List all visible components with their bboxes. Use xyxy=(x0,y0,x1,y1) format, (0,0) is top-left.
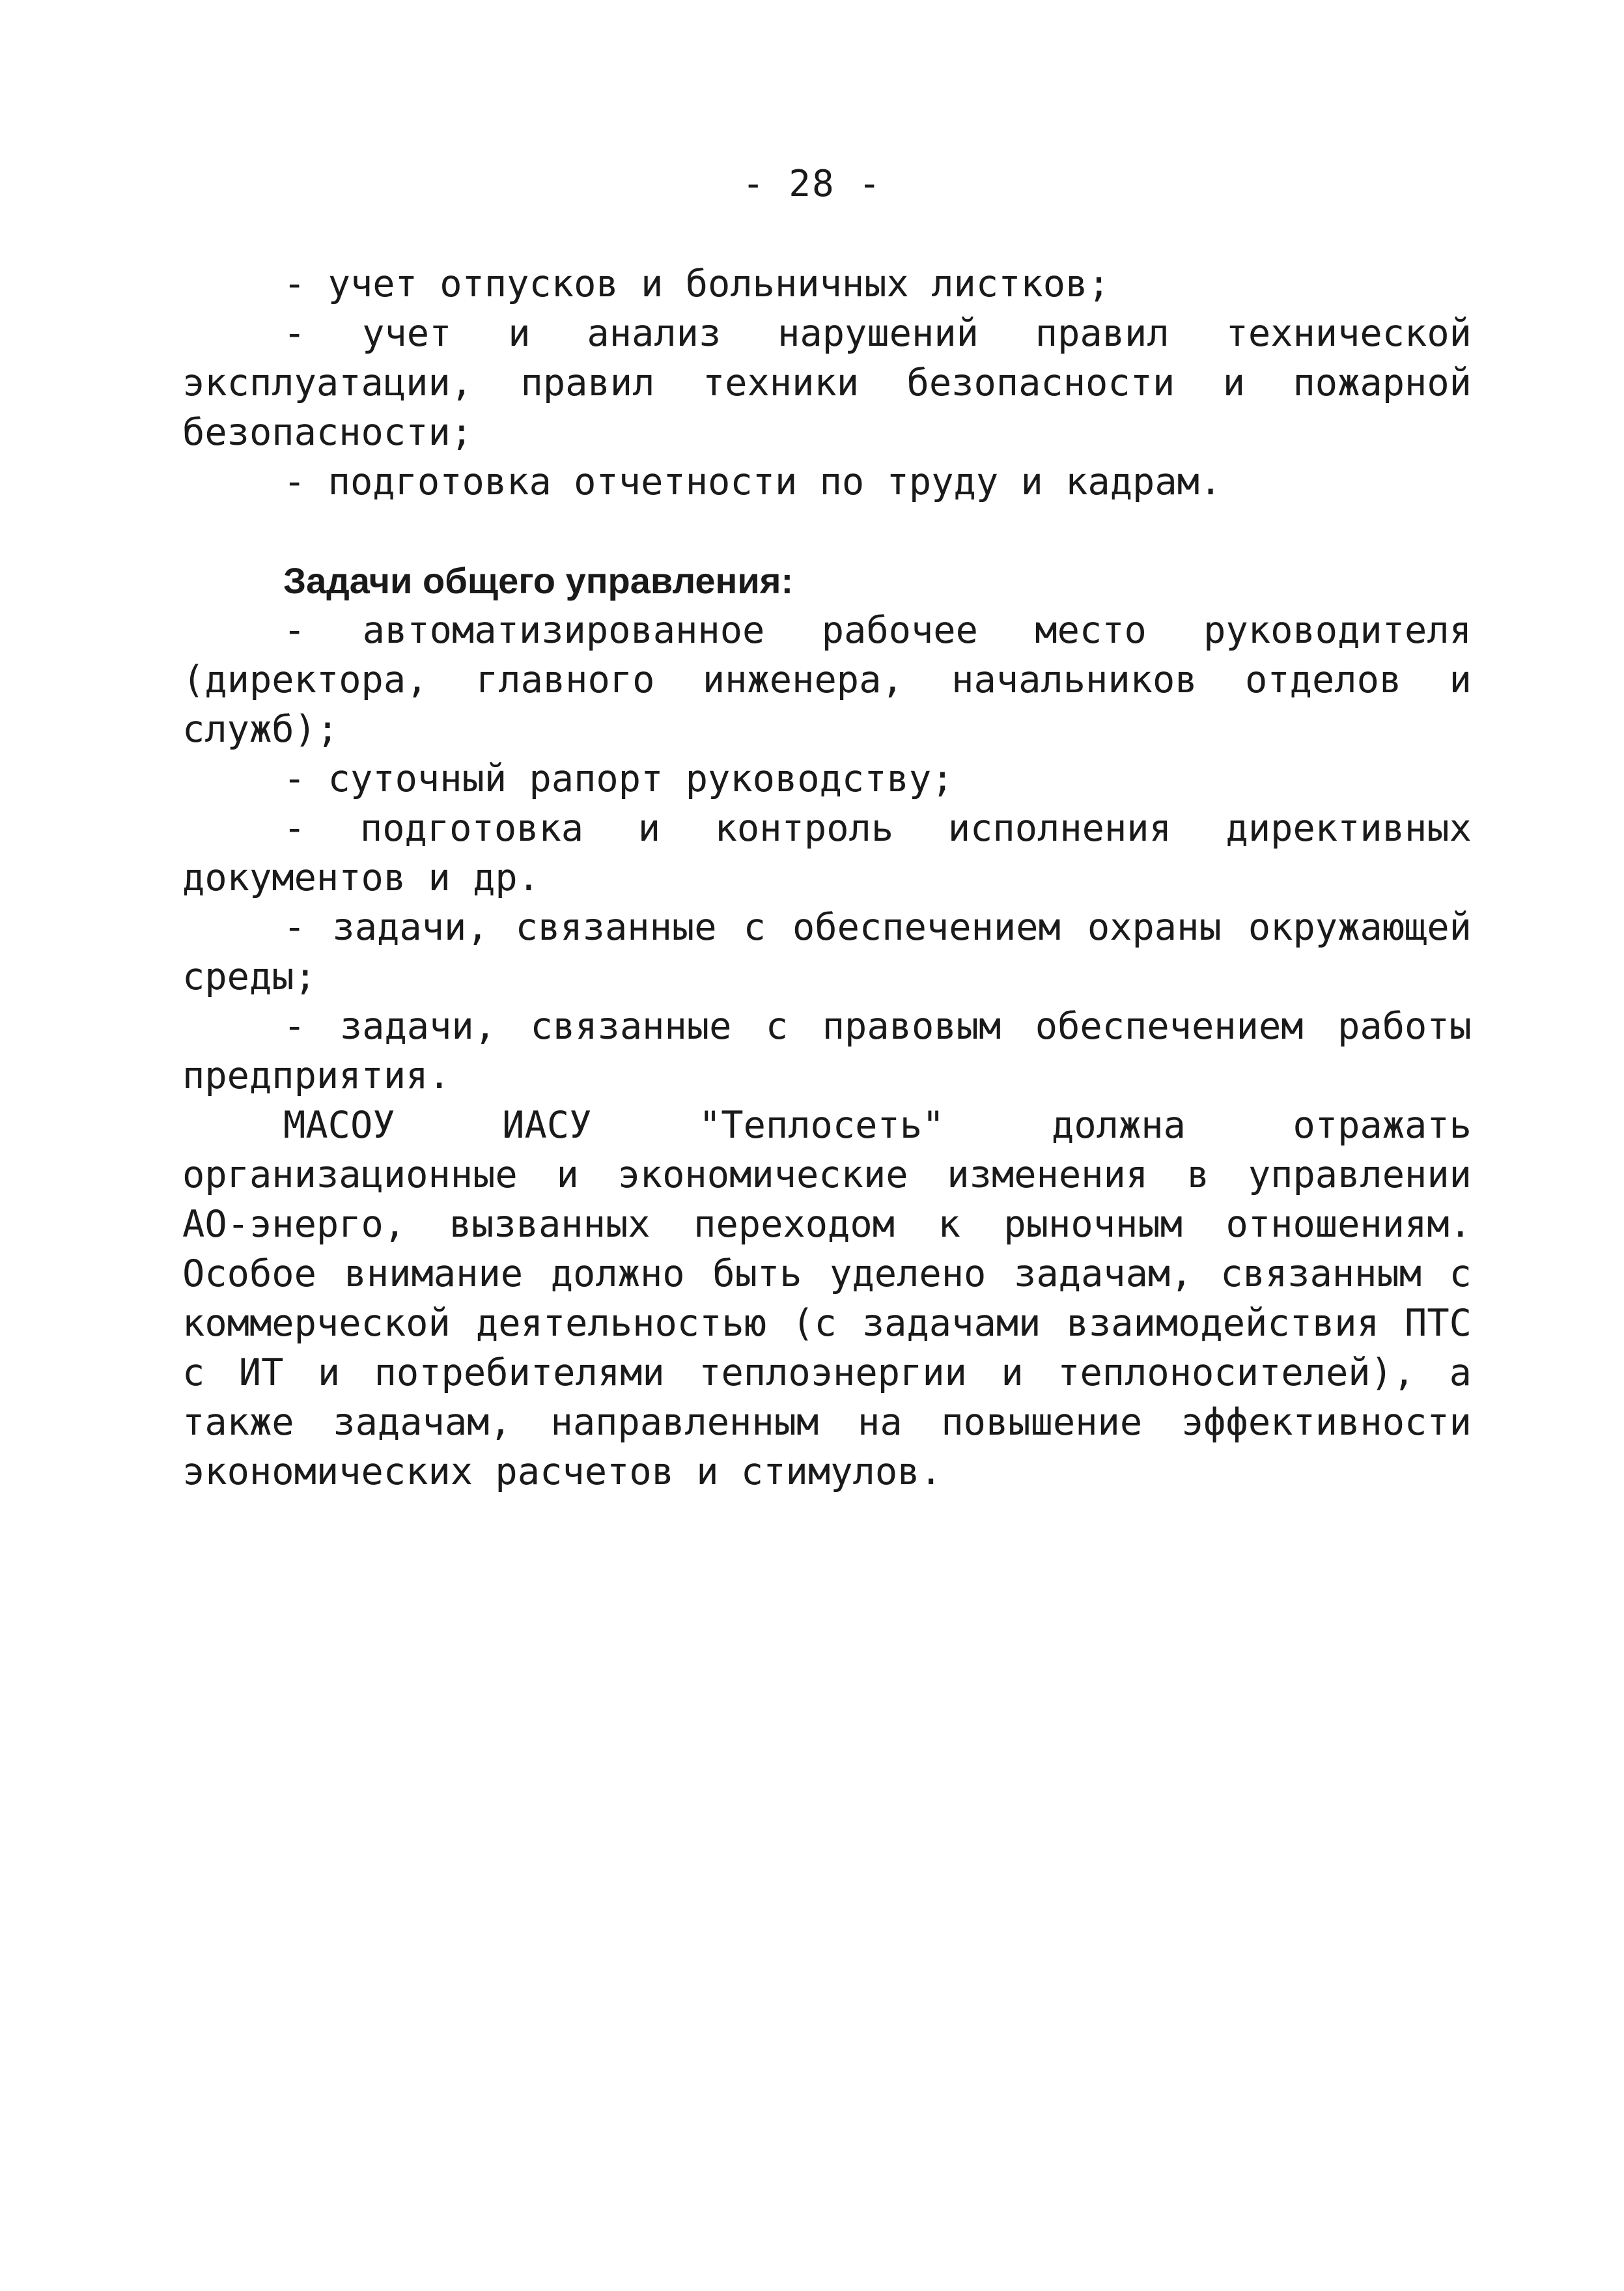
list-item: - подготовка отчетности по труду и кадрам. xyxy=(283,460,1222,503)
list-item: - учет и анализ нарушений правил технической эксплуатации, правил техники безопасности и пожарной безопасности; xyxy=(182,312,1472,454)
list-item: - суточный рапорт руководству; xyxy=(283,757,954,800)
document-body xyxy=(182,259,1472,1497)
list-item: - задачи, связанные с правовым обеспечением работы предприятия. xyxy=(182,1005,1472,1097)
list-item: - учет отпусков и больничных листков; xyxy=(283,262,1110,305)
list-item: - автоматизированное рабочее место руководителя (директора, главного инженера, начальников отделов и служб); xyxy=(182,609,1472,751)
list-item: - подготовка и контроль исполнения директивных документов и др. xyxy=(182,807,1472,899)
list-item: - задачи, связанные с обеспечением охраны окружающей среды; xyxy=(182,906,1472,998)
closing-paragraph: МАСОУ ИАСУ "Теплосеть" должна отражать организационные и экономические изменения в управлении АО-энерго, вызванных переходом к рыночным отношениям. Особое внимание должно быть уделено задачам, связанным с коммерческой деятельностью (с задачами взаимодействия ПТС с ИТ и потребителями теплоэнергии и теплоносителей), а также задачам, направленным на повышение эффективности экономических расчетов и стимулов. xyxy=(182,1104,1472,1493)
page-number: - 28 - xyxy=(742,163,882,205)
section-spacer xyxy=(182,507,1472,556)
section-heading: Задачи общего управления: xyxy=(283,560,794,601)
